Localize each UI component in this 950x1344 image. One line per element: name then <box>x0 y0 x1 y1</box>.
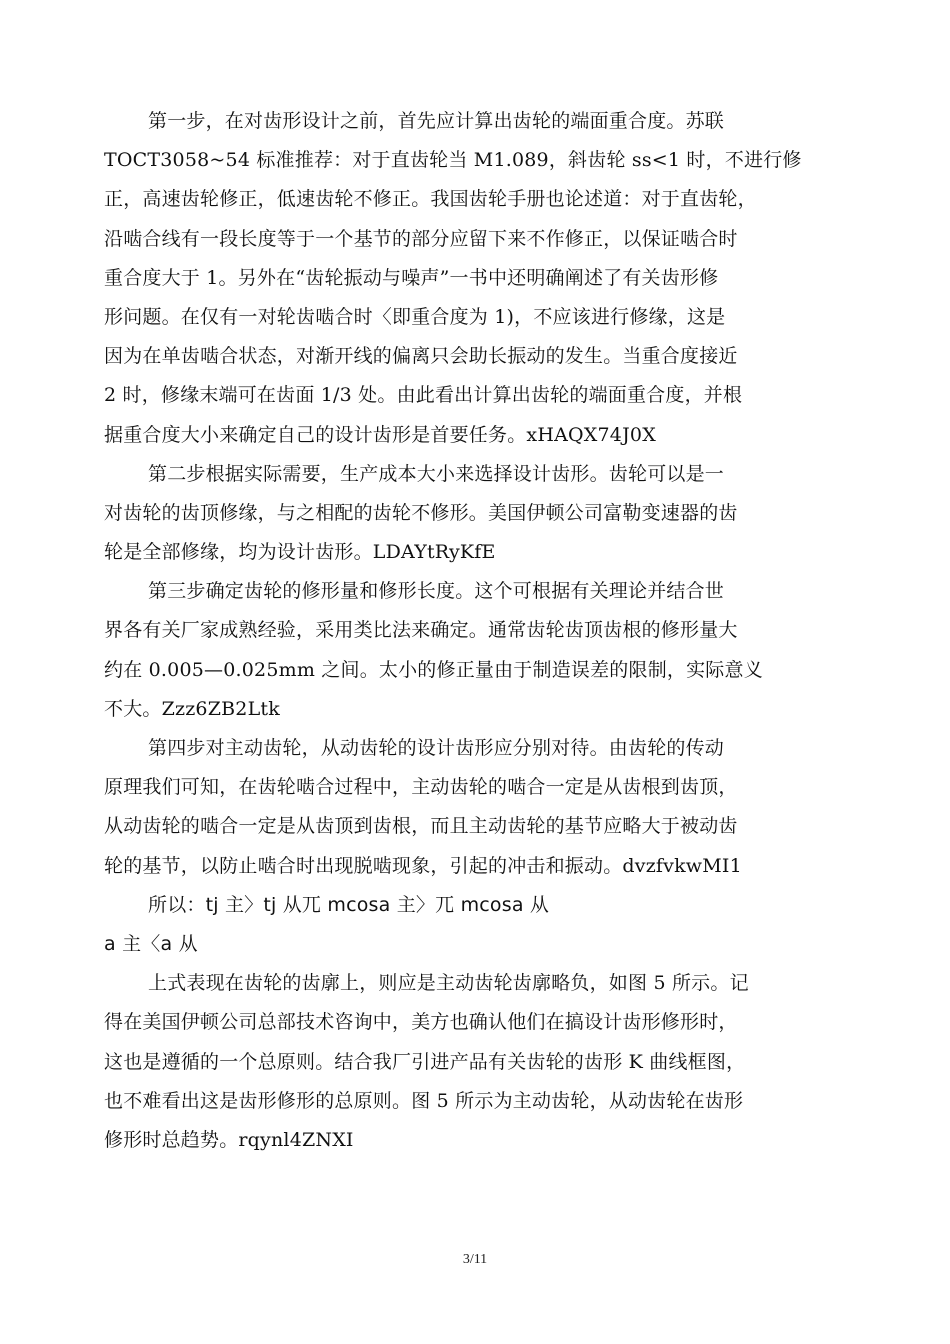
text-line: 第二步根据实际需要，生产成本大小来选择设计齿形。齿轮可以是一 <box>148 462 725 485</box>
text-line: 从动齿轮的啮合一定是从齿顶到齿根，而且主动齿轮的基节应略大于被动齿 <box>104 815 738 838</box>
text-line: 不大。Zzz6ZB2Ltk <box>104 697 280 720</box>
text-line: 原理我们可知，在齿轮啮合过程中，主动齿轮的啮合一定是从齿根到齿顶， <box>104 776 738 799</box>
text-line: 重合度大于 1。另外在“齿轮振动与噪声”一书中还明确阐述了有关齿形修 <box>104 266 719 289</box>
body-text <box>104 102 864 1160</box>
text-line: 界各有关厂家成熟经验，采用类比法来确定。通常齿轮齿顶齿根的修形量大 <box>104 619 738 642</box>
text-line: 轮是全部修缘，均为设计齿形。LDAYtRyKfE <box>104 541 496 564</box>
text-line: 第一步，在对齿形设计之前，首先应计算出齿轮的端面重合度。苏联 <box>148 110 725 132</box>
page-number: 3/11 <box>462 1252 488 1267</box>
text-line: 修形时总趋势。rqynl4ZNXI <box>104 1128 354 1151</box>
formula-line: 所以：tj 主〉tj 从兀 mcosa 主〉兀 mcosa 从 <box>148 893 550 916</box>
formula-line: a 主〈a 从 <box>104 932 198 955</box>
text-line: 沿啮合线有一段长度等于一个基节的部分应留下来不作修正，以保证啮合时 <box>104 227 738 250</box>
text-line: 正，高速齿轮修正，低速齿轮不修正。我国齿轮手册也论述道：对于直齿轮， <box>104 188 757 211</box>
text-line: 因为在单齿啮合状态，对渐开线的偏离只会助长振动的发生。当重合度接近 <box>104 345 738 368</box>
text-line: 形问题。在仅有一对轮齿啮合时〈即重合度为 1)，不应该进行修缘，这是 <box>104 305 726 328</box>
text-line: 2 时，修缘末端可在齿面 1/3 处。由此看出计算出齿轮的端面重合度，并根 <box>104 384 743 407</box>
text-line: 第三步确定齿轮的修形量和修形长度。这个可根据有关理论并结合世 <box>148 580 725 603</box>
text-line: 这也是遵循的一个总原则。结合我厂引进产品有关齿轮的齿形 K 曲线框图， <box>104 1050 746 1073</box>
text-line: 也不难看出这是齿形修形的总原则。图 5 所示为主动齿轮，从动齿轮在齿形 <box>104 1089 744 1112</box>
text-line: 对齿轮的齿顶修缘，与之相配的齿轮不修形。美国伊顿公司富勒变速器的齿 <box>104 501 738 524</box>
text-line: 轮的基节，以防止啮合时出现脱啮现象，引起的冲击和振动。dvzfvkwMI1 <box>104 854 742 877</box>
text-line: 第四步对主动齿轮，从动齿轮的设计齿形应分别对待。由齿轮的传动 <box>148 737 725 759</box>
text-line: 得在美国伊顿公司总部技术咨询中，美方也确认他们在搞设计齿形修形时， <box>104 1011 738 1034</box>
text-line: 上式表现在齿轮的齿廓上，则应是主动齿轮齿廓略负，如图 5 所示。记 <box>148 972 749 995</box>
text-line: 约在 0.005—0.025mm 之间。太小的修正量由于制造误差的限制，实际意义 <box>104 658 763 681</box>
text-line: 据重合度大小来确定自己的设计齿形是首要任务。xHAQX74J0X <box>104 423 656 446</box>
text-line: TOCT3058~54 标准推荐：对于直齿轮当 M1.089，斜齿轮 ss<1 时，不进行修 <box>104 149 802 172</box>
